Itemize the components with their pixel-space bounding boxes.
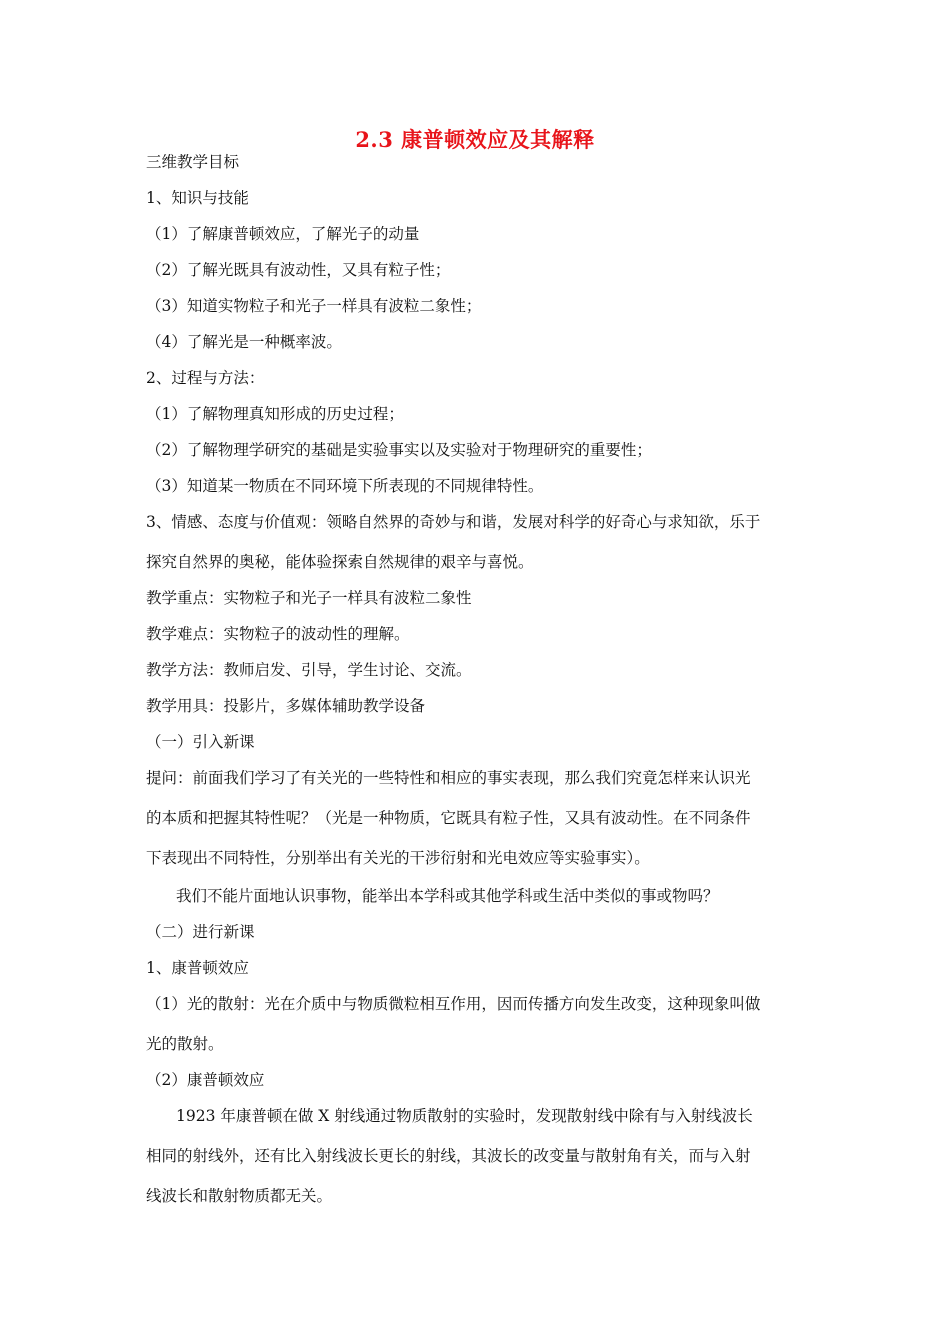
paragraph-line: 相同的射线外，还有比入射线波长更长的射线，其波长的改变量与散射角有关，而与入射: [146, 1147, 751, 1165]
paragraph-line: 探究自然界的奥秘，能体验探索自然规律的艰辛与喜悦。: [146, 553, 534, 571]
paragraph-line: 线波长和散射物质都无关。: [146, 1187, 333, 1205]
list-item: （3）知道某一物质在不同环境下所表现的不同规律特性。: [146, 477, 544, 495]
teaching-focus: 教学重点：实物粒子和光子一样具有波粒二象性: [146, 589, 472, 607]
list-item: （1）了解康普顿效应，了解光子的动量: [146, 225, 420, 243]
teaching-difficulty: 教学难点：实物粒子的波动性的理解。: [146, 625, 410, 643]
list-item: （2）康普顿效应: [146, 1071, 265, 1089]
paragraph-line: （1）光的散射：光在介质中与物质微粒相互作用，因而传播方向发生改变，这种现象叫做: [146, 995, 761, 1013]
teaching-tools: 教学用具：投影片，多媒体辅助教学设备: [146, 697, 426, 715]
list-item: （2）了解物理学研究的基础是实验事实以及实验对于物理研究的重要性；: [146, 441, 652, 459]
list-item: （3）知道实物粒子和光子一样具有波粒二象性；: [146, 297, 482, 315]
paragraph-line: 光的散射。: [146, 1035, 224, 1053]
list-item: （2）了解光既具有波动性，又具有粒子性；: [146, 261, 451, 279]
paragraph-line: 下表现出不同特性，分别举出有关光的干涉衍射和光电效应等实验事实）。: [146, 849, 650, 867]
section-heading-intro: （一）引入新课: [146, 733, 255, 751]
paragraph-line: 1923 年康普顿在做 X 射线通过物质散射的实验时，发现散射线中除有与入射线波长: [176, 1107, 753, 1125]
teaching-method: 教学方法：教师启发、引导，学生讨论、交流。: [146, 661, 472, 679]
paragraph-line: 的本质和把握其特性呢？（光是一种物质，它既具有粒子性，又具有波动性。在不同条件: [146, 809, 751, 827]
section-heading-objectives: 三维教学目标: [146, 153, 240, 171]
list-item: （4）了解光是一种概率波。: [146, 333, 342, 351]
subheading-knowledge-skills: 1、知识与技能: [146, 189, 249, 207]
section-heading-new-lesson: （二）进行新课: [146, 923, 255, 941]
document-title: 2.3 康普顿效应及其解释: [355, 127, 595, 152]
list-item: （1）了解物理真知形成的历史过程；: [146, 405, 404, 423]
subheading-process-methods: 2、过程与方法：: [146, 369, 265, 387]
paragraph-line: 我们不能片面地认识事物，能举出本学科或其他学科或生活中类似的事或物吗？: [176, 887, 719, 905]
paragraph-line: 3、情感、态度与价值观：领略自然界的奇妙与和谐，发展对科学的好奇心与求知欲，乐于: [146, 513, 761, 531]
paragraph-line: 提问：前面我们学习了有关光的一些特性和相应的事实表现，那么我们究竟怎样来认识光: [146, 769, 751, 787]
subheading-compton-effect: 1、康普顿效应: [146, 959, 249, 977]
